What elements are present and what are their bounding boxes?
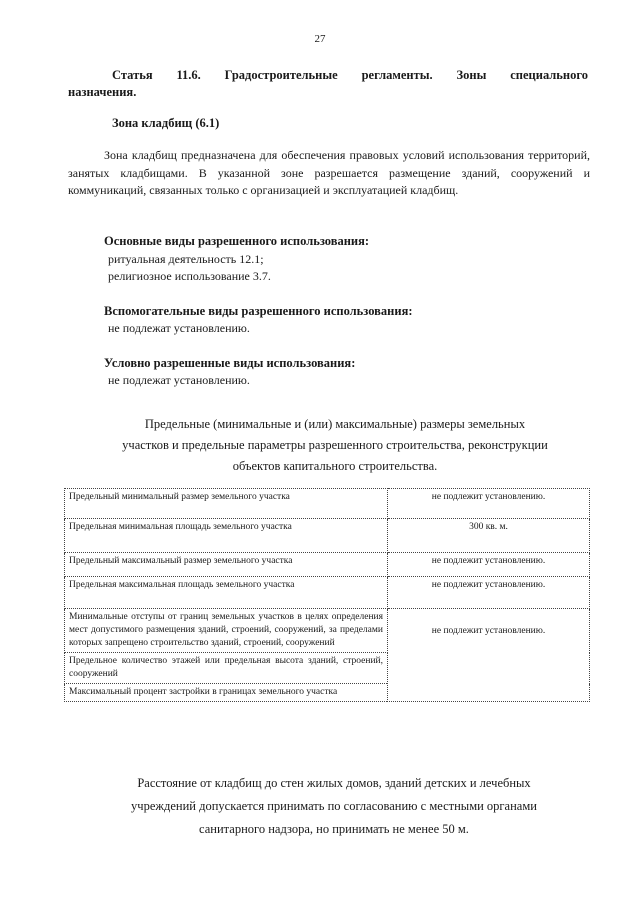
closing-line: санитарного надзора, но принимать не менее 50 м. xyxy=(199,822,469,836)
article-title-continuation: назначения. xyxy=(68,85,137,99)
table-row xyxy=(65,489,590,519)
param-name-cell: Минимальные отступы от границ земельных участков в целях определения мест допустимого размещения зданий, строений, сооружений, за пределами которых запрещено строительство зданий, строений, сооружений xyxy=(65,609,388,653)
conditional-uses-heading: Условно разрешенные виды использования: xyxy=(104,356,356,370)
param-name-cell: Предельный максимальный размер земельного участка xyxy=(65,553,388,577)
param-name-cell: Предельный минимальный размер земельного участка xyxy=(65,489,388,519)
main-use-item: религиозное использование 3.7. xyxy=(108,269,271,283)
zone-description: Зона кладбищ предназначена для обеспечения правовых условий использования территорий, занятых кладбищами. В указанной зоне разрешается размещение зданий, сооружений и коммуникаций, связанных только с организацией и эксплуатацией кладбищ. xyxy=(68,148,590,197)
table-row xyxy=(65,553,590,577)
zone-heading: Зона кладбищ (6.1) xyxy=(112,116,220,130)
param-value-cell: не подлежит установлению. xyxy=(388,577,590,609)
param-name-cell: Предельное количество этажей или предельная высота зданий, строений, сооружений xyxy=(65,653,388,684)
table-row xyxy=(65,577,590,609)
param-name-cell: Предельная минимальная площадь земельного участка xyxy=(65,519,388,553)
limits-caption-line: объектов капитального строительства. xyxy=(232,459,438,473)
conditional-uses-text: не подлежат установлению. xyxy=(108,373,250,387)
main-use-item: ритуальная деятельность 12.1; xyxy=(108,252,264,266)
article-title: Статья 11.6. Градостроительные регламенты. Зоны специального xyxy=(112,68,588,82)
table-row xyxy=(65,519,590,553)
param-name-cell: Максимальный процент застройки в границах земельного участка xyxy=(65,684,388,702)
limits-caption xyxy=(72,414,598,477)
table-row xyxy=(65,609,590,653)
limits-caption-line: Предельные (минимальные и (или) максимальные) размеры земельных xyxy=(144,417,526,431)
parameters-table xyxy=(64,488,590,702)
main-uses-heading: Основные виды разрешенного использования: xyxy=(104,234,370,248)
param-name-cell: Предельная максимальная площадь земельного участка xyxy=(65,577,388,609)
closing-line: учреждений допускается принимать по согласованию с местными органами xyxy=(131,799,537,813)
auxiliary-uses-text: не подлежат установлению. xyxy=(108,321,250,335)
auxiliary-uses-heading: Вспомогательные виды разрешенного использования: xyxy=(104,304,413,318)
page-number: 27 xyxy=(314,33,326,45)
param-value-cell: не подлежит установлению. xyxy=(388,553,590,577)
param-value-cell: не подлежит установлению. xyxy=(388,609,590,702)
limits-caption-line: участков и предельные параметры разрешенного строительства, реконструкции xyxy=(122,438,548,452)
param-value-cell: 300 кв. м. xyxy=(388,519,590,553)
closing-paragraph xyxy=(68,772,600,841)
param-value-cell: не подлежит установлению. xyxy=(388,489,590,519)
closing-line: Расстояние от кладбищ до стен жилых домов, зданий детских и лечебных xyxy=(137,776,531,790)
